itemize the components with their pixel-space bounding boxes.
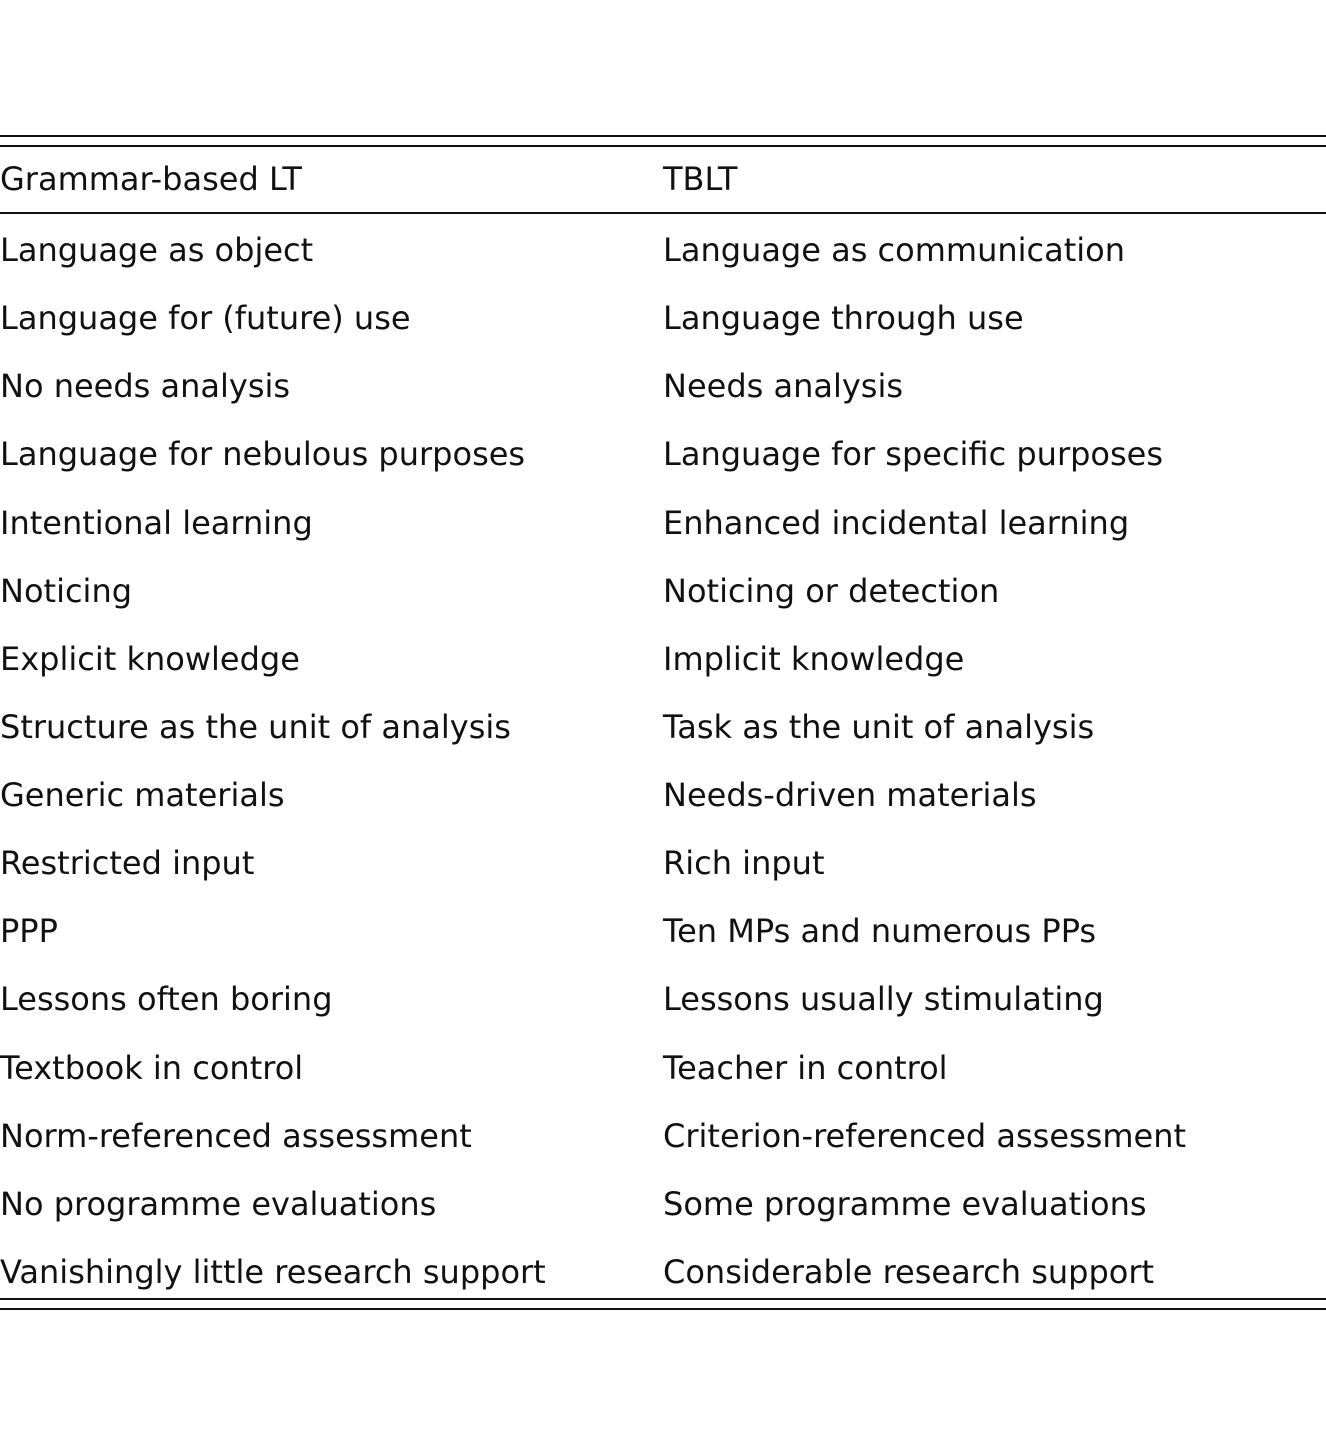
table-row bbox=[0, 1102, 1326, 1170]
table-header-row bbox=[0, 146, 1326, 212]
cell-tblt: Language through use bbox=[663, 299, 1024, 338]
cell-grammar-based-lt: No programme evaluations bbox=[0, 1184, 437, 1223]
cell-grammar-based-lt: Norm-referenced assessment bbox=[0, 1116, 472, 1155]
table-row bbox=[0, 557, 1326, 625]
table-row bbox=[0, 693, 1326, 761]
cell-grammar-based-lt: Structure as the unit of analysis bbox=[0, 707, 511, 746]
cell-tblt: Criterion-referenced assessment bbox=[663, 1116, 1187, 1155]
cell-tblt: Ten MPs and numerous PPs bbox=[663, 912, 1097, 951]
table-row bbox=[0, 420, 1326, 488]
table-row bbox=[0, 352, 1326, 420]
table-row bbox=[0, 829, 1326, 897]
cell-grammar-based-lt: Language as object bbox=[0, 231, 314, 269]
cell-tblt: Implicit knowledge bbox=[663, 639, 965, 678]
table-row bbox=[0, 1170, 1326, 1238]
table-row bbox=[0, 761, 1326, 829]
cell-grammar-based-lt: PPP bbox=[0, 912, 58, 951]
table-row bbox=[0, 1238, 1326, 1306]
cell-tblt: Some programme evaluations bbox=[663, 1184, 1147, 1223]
header-grammar-based-lt: Grammar-based LT bbox=[0, 160, 302, 198]
cell-tblt: Lessons usually stimulating bbox=[663, 980, 1104, 1019]
table-row bbox=[0, 216, 1326, 284]
cell-grammar-based-lt: Language for nebulous purposes bbox=[0, 435, 526, 474]
cell-grammar-based-lt: Generic materials bbox=[0, 776, 285, 814]
cell-tblt: Language as communication bbox=[663, 231, 1126, 269]
cell-tblt: Teacher in control bbox=[663, 1048, 948, 1087]
cell-tblt: Needs-driven materials bbox=[663, 776, 1037, 814]
cell-grammar-based-lt: No needs analysis bbox=[0, 367, 291, 406]
cell-tblt: Noticing or detection bbox=[663, 571, 1000, 610]
cell-grammar-based-lt: Textbook in control bbox=[0, 1048, 304, 1087]
cell-grammar-based-lt: Vanishingly little research support bbox=[0, 1252, 546, 1291]
cell-grammar-based-lt: Lessons often boring bbox=[0, 980, 333, 1019]
cell-tblt: Needs analysis bbox=[663, 367, 904, 406]
cell-grammar-based-lt: Noticing bbox=[0, 571, 133, 610]
cell-grammar-based-lt: Language for (future) use bbox=[0, 299, 411, 338]
table-bottom-rule bbox=[0, 1298, 1326, 1310]
table-row bbox=[0, 284, 1326, 352]
table-row bbox=[0, 489, 1326, 557]
table-row bbox=[0, 625, 1326, 693]
cell-grammar-based-lt: Explicit knowledge bbox=[0, 639, 300, 678]
cell-tblt: Rich input bbox=[663, 844, 825, 883]
table-row bbox=[0, 1034, 1326, 1102]
table-header-rule bbox=[0, 212, 1326, 214]
cell-tblt: Considerable research support bbox=[663, 1252, 1155, 1291]
header-tblt: TBLT bbox=[663, 160, 738, 198]
table-row bbox=[0, 897, 1326, 965]
cell-tblt: Task as the unit of analysis bbox=[663, 707, 1095, 746]
cell-tblt: Enhanced incidental learning bbox=[663, 503, 1130, 542]
cell-grammar-based-lt: Restricted input bbox=[0, 844, 255, 883]
cell-tblt: Language for specific purposes bbox=[663, 435, 1164, 474]
table-row bbox=[0, 965, 1326, 1033]
cell-grammar-based-lt: Intentional learning bbox=[0, 503, 313, 542]
